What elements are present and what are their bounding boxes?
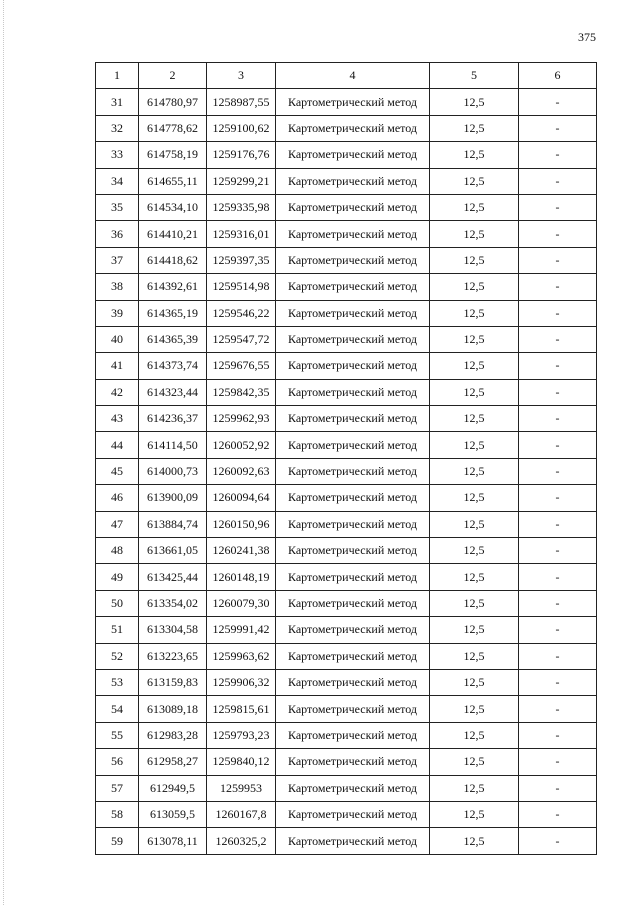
table-row xyxy=(96,801,597,827)
x-coordinate-cell: 613900,09 xyxy=(139,485,207,511)
x-coordinate-cell: 613354,02 xyxy=(139,590,207,616)
header-cell: 1 xyxy=(96,63,139,89)
scan-edge-line xyxy=(3,0,4,905)
x-coordinate-cell: 613304,58 xyxy=(139,617,207,643)
method-cell: Картометрический метод xyxy=(276,274,430,300)
note-cell: - xyxy=(519,590,597,616)
accuracy-cell: 12,5 xyxy=(430,353,519,379)
point-number-cell: 34 xyxy=(96,168,139,194)
header-cell: 4 xyxy=(276,63,430,89)
table-row xyxy=(96,89,597,115)
table-row xyxy=(96,722,597,748)
accuracy-cell: 12,5 xyxy=(430,115,519,141)
y-coordinate-cell: 1260241,38 xyxy=(207,538,276,564)
y-coordinate-cell: 1259100,62 xyxy=(207,115,276,141)
y-coordinate-cell: 1259815,61 xyxy=(207,696,276,722)
y-coordinate-cell: 1260052,92 xyxy=(207,432,276,458)
note-cell: - xyxy=(519,617,597,643)
method-cell: Картометрический метод xyxy=(276,432,430,458)
method-cell: Картометрический метод xyxy=(276,538,430,564)
point-number-cell: 41 xyxy=(96,353,139,379)
method-cell: Картометрический метод xyxy=(276,194,430,220)
note-cell: - xyxy=(519,406,597,432)
table-header-row xyxy=(96,63,597,89)
table-row xyxy=(96,828,597,854)
x-coordinate-cell: 613078,11 xyxy=(139,828,207,854)
x-coordinate-cell: 614114,50 xyxy=(139,432,207,458)
note-cell: - xyxy=(519,458,597,484)
x-coordinate-cell: 613059,5 xyxy=(139,801,207,827)
method-cell: Картометрический метод xyxy=(276,300,430,326)
method-cell: Картометрический метод xyxy=(276,458,430,484)
point-number-cell: 40 xyxy=(96,326,139,352)
note-cell: - xyxy=(519,89,597,115)
note-cell: - xyxy=(519,247,597,273)
method-cell: Картометрический метод xyxy=(276,326,430,352)
accuracy-cell: 12,5 xyxy=(430,564,519,590)
table-row xyxy=(96,115,597,141)
x-coordinate-cell: 612949,5 xyxy=(139,775,207,801)
page-number: 375 xyxy=(578,30,596,44)
accuracy-cell: 12,5 xyxy=(430,247,519,273)
y-coordinate-cell: 1259316,01 xyxy=(207,221,276,247)
accuracy-cell: 12,5 xyxy=(430,538,519,564)
point-number-cell: 35 xyxy=(96,194,139,220)
x-coordinate-cell: 613425,44 xyxy=(139,564,207,590)
accuracy-cell: 12,5 xyxy=(430,326,519,352)
y-coordinate-cell: 1259793,23 xyxy=(207,722,276,748)
table-row xyxy=(96,247,597,273)
method-cell: Картометрический метод xyxy=(276,722,430,748)
note-cell: - xyxy=(519,828,597,854)
y-coordinate-cell: 1259991,42 xyxy=(207,617,276,643)
x-coordinate-cell: 614323,44 xyxy=(139,379,207,405)
x-coordinate-cell: 613089,18 xyxy=(139,696,207,722)
x-coordinate-cell: 614778,62 xyxy=(139,115,207,141)
accuracy-cell: 12,5 xyxy=(430,749,519,775)
accuracy-cell: 12,5 xyxy=(430,458,519,484)
table-row xyxy=(96,511,597,537)
accuracy-cell: 12,5 xyxy=(430,89,519,115)
note-cell: - xyxy=(519,696,597,722)
method-cell: Картометрический метод xyxy=(276,115,430,141)
note-cell: - xyxy=(519,274,597,300)
header-cell: 3 xyxy=(207,63,276,89)
point-number-cell: 57 xyxy=(96,775,139,801)
accuracy-cell: 12,5 xyxy=(430,221,519,247)
table-row xyxy=(96,300,597,326)
y-coordinate-cell: 1260094,64 xyxy=(207,485,276,511)
note-cell: - xyxy=(519,353,597,379)
point-number-cell: 53 xyxy=(96,669,139,695)
point-number-cell: 45 xyxy=(96,458,139,484)
method-cell: Картометрический метод xyxy=(276,617,430,643)
note-cell: - xyxy=(519,801,597,827)
accuracy-cell: 12,5 xyxy=(430,142,519,168)
note-cell: - xyxy=(519,564,597,590)
note-cell: - xyxy=(519,775,597,801)
point-number-cell: 51 xyxy=(96,617,139,643)
table-row xyxy=(96,617,597,643)
table-row xyxy=(96,564,597,590)
point-number-cell: 32 xyxy=(96,115,139,141)
x-coordinate-cell: 613884,74 xyxy=(139,511,207,537)
point-number-cell: 36 xyxy=(96,221,139,247)
method-cell: Картометрический метод xyxy=(276,406,430,432)
table-row xyxy=(96,775,597,801)
y-coordinate-cell: 1259176,76 xyxy=(207,142,276,168)
table-row xyxy=(96,749,597,775)
point-number-cell: 42 xyxy=(96,379,139,405)
x-coordinate-cell: 614410,21 xyxy=(139,221,207,247)
accuracy-cell: 12,5 xyxy=(430,168,519,194)
table-row xyxy=(96,326,597,352)
note-cell: - xyxy=(519,300,597,326)
accuracy-cell: 12,5 xyxy=(430,379,519,405)
table-row xyxy=(96,432,597,458)
note-cell: - xyxy=(519,432,597,458)
y-coordinate-cell: 1259842,35 xyxy=(207,379,276,405)
y-coordinate-cell: 1259962,93 xyxy=(207,406,276,432)
table-row xyxy=(96,353,597,379)
accuracy-cell: 12,5 xyxy=(430,669,519,695)
y-coordinate-cell: 1259514,98 xyxy=(207,274,276,300)
table-row xyxy=(96,538,597,564)
point-number-cell: 48 xyxy=(96,538,139,564)
accuracy-cell: 12,5 xyxy=(430,775,519,801)
point-number-cell: 46 xyxy=(96,485,139,511)
table-row xyxy=(96,590,597,616)
method-cell: Картометрический метод xyxy=(276,247,430,273)
note-cell: - xyxy=(519,168,597,194)
accuracy-cell: 12,5 xyxy=(430,617,519,643)
note-cell: - xyxy=(519,749,597,775)
method-cell: Картометрический метод xyxy=(276,669,430,695)
method-cell: Картометрический метод xyxy=(276,564,430,590)
accuracy-cell: 12,5 xyxy=(430,432,519,458)
note-cell: - xyxy=(519,485,597,511)
y-coordinate-cell: 1260079,30 xyxy=(207,590,276,616)
method-cell: Картометрический метод xyxy=(276,379,430,405)
y-coordinate-cell: 1259335,98 xyxy=(207,194,276,220)
method-cell: Картометрический метод xyxy=(276,353,430,379)
note-cell: - xyxy=(519,379,597,405)
y-coordinate-cell: 1258987,55 xyxy=(207,89,276,115)
accuracy-cell: 12,5 xyxy=(430,511,519,537)
y-coordinate-cell: 1259953 xyxy=(207,775,276,801)
method-cell: Картометрический метод xyxy=(276,696,430,722)
point-number-cell: 52 xyxy=(96,643,139,669)
y-coordinate-cell: 1260325,2 xyxy=(207,828,276,854)
note-cell: - xyxy=(519,538,597,564)
note-cell: - xyxy=(519,142,597,168)
x-coordinate-cell: 613223,65 xyxy=(139,643,207,669)
table-row xyxy=(96,142,597,168)
x-coordinate-cell: 613159,83 xyxy=(139,669,207,695)
table-row xyxy=(96,168,597,194)
accuracy-cell: 12,5 xyxy=(430,406,519,432)
point-number-cell: 31 xyxy=(96,89,139,115)
note-cell: - xyxy=(519,194,597,220)
method-cell: Картометрический метод xyxy=(276,142,430,168)
table-row xyxy=(96,669,597,695)
table-row xyxy=(96,485,597,511)
method-cell: Картометрический метод xyxy=(276,775,430,801)
header-cell: 6 xyxy=(519,63,597,89)
note-cell: - xyxy=(519,326,597,352)
method-cell: Картометрический метод xyxy=(276,511,430,537)
y-coordinate-cell: 1259676,55 xyxy=(207,353,276,379)
point-number-cell: 49 xyxy=(96,564,139,590)
table-row xyxy=(96,406,597,432)
point-number-cell: 55 xyxy=(96,722,139,748)
note-cell: - xyxy=(519,221,597,247)
table-row xyxy=(96,696,597,722)
coordinates-table xyxy=(95,62,597,855)
table-row xyxy=(96,379,597,405)
point-number-cell: 59 xyxy=(96,828,139,854)
point-number-cell: 47 xyxy=(96,511,139,537)
y-coordinate-cell: 1259546,22 xyxy=(207,300,276,326)
table-row xyxy=(96,458,597,484)
accuracy-cell: 12,5 xyxy=(430,194,519,220)
x-coordinate-cell: 614534,10 xyxy=(139,194,207,220)
accuracy-cell: 12,5 xyxy=(430,590,519,616)
method-cell: Картометрический метод xyxy=(276,828,430,854)
y-coordinate-cell: 1259547,72 xyxy=(207,326,276,352)
accuracy-cell: 12,5 xyxy=(430,300,519,326)
accuracy-cell: 12,5 xyxy=(430,722,519,748)
y-coordinate-cell: 1259906,32 xyxy=(207,669,276,695)
note-cell: - xyxy=(519,722,597,748)
point-number-cell: 50 xyxy=(96,590,139,616)
point-number-cell: 43 xyxy=(96,406,139,432)
point-number-cell: 56 xyxy=(96,749,139,775)
method-cell: Картометрический метод xyxy=(276,89,430,115)
y-coordinate-cell: 1259963,62 xyxy=(207,643,276,669)
accuracy-cell: 12,5 xyxy=(430,274,519,300)
y-coordinate-cell: 1259397,35 xyxy=(207,247,276,273)
method-cell: Картометрический метод xyxy=(276,485,430,511)
y-coordinate-cell: 1260150,96 xyxy=(207,511,276,537)
note-cell: - xyxy=(519,115,597,141)
note-cell: - xyxy=(519,643,597,669)
y-coordinate-cell: 1260167,8 xyxy=(207,801,276,827)
point-number-cell: 37 xyxy=(96,247,139,273)
table-row xyxy=(96,274,597,300)
accuracy-cell: 12,5 xyxy=(430,801,519,827)
table-row xyxy=(96,221,597,247)
accuracy-cell: 12,5 xyxy=(430,643,519,669)
x-coordinate-cell: 614236,37 xyxy=(139,406,207,432)
method-cell: Картометрический метод xyxy=(276,749,430,775)
method-cell: Картометрический метод xyxy=(276,801,430,827)
x-coordinate-cell: 614365,39 xyxy=(139,326,207,352)
y-coordinate-cell: 1259840,12 xyxy=(207,749,276,775)
x-coordinate-cell: 613661,05 xyxy=(139,538,207,564)
point-number-cell: 39 xyxy=(96,300,139,326)
method-cell: Картометрический метод xyxy=(276,643,430,669)
x-coordinate-cell: 612983,28 xyxy=(139,722,207,748)
header-cell: 2 xyxy=(139,63,207,89)
method-cell: Картометрический метод xyxy=(276,221,430,247)
accuracy-cell: 12,5 xyxy=(430,485,519,511)
x-coordinate-cell: 612958,27 xyxy=(139,749,207,775)
accuracy-cell: 12,5 xyxy=(430,696,519,722)
table-row xyxy=(96,194,597,220)
x-coordinate-cell: 614418,62 xyxy=(139,247,207,273)
method-cell: Картометрический метод xyxy=(276,590,430,616)
x-coordinate-cell: 614655,11 xyxy=(139,168,207,194)
point-number-cell: 38 xyxy=(96,274,139,300)
point-number-cell: 44 xyxy=(96,432,139,458)
point-number-cell: 33 xyxy=(96,142,139,168)
x-coordinate-cell: 614392,61 xyxy=(139,274,207,300)
note-cell: - xyxy=(519,669,597,695)
x-coordinate-cell: 614373,74 xyxy=(139,353,207,379)
x-coordinate-cell: 614780,97 xyxy=(139,89,207,115)
y-coordinate-cell: 1259299,21 xyxy=(207,168,276,194)
method-cell: Картометрический метод xyxy=(276,168,430,194)
point-number-cell: 54 xyxy=(96,696,139,722)
header-cell: 5 xyxy=(430,63,519,89)
x-coordinate-cell: 614365,19 xyxy=(139,300,207,326)
point-number-cell: 58 xyxy=(96,801,139,827)
y-coordinate-cell: 1260148,19 xyxy=(207,564,276,590)
table-body xyxy=(96,63,597,855)
x-coordinate-cell: 614758,19 xyxy=(139,142,207,168)
accuracy-cell: 12,5 xyxy=(430,828,519,854)
table-row xyxy=(96,643,597,669)
y-coordinate-cell: 1260092,63 xyxy=(207,458,276,484)
x-coordinate-cell: 614000,73 xyxy=(139,458,207,484)
note-cell: - xyxy=(519,511,597,537)
